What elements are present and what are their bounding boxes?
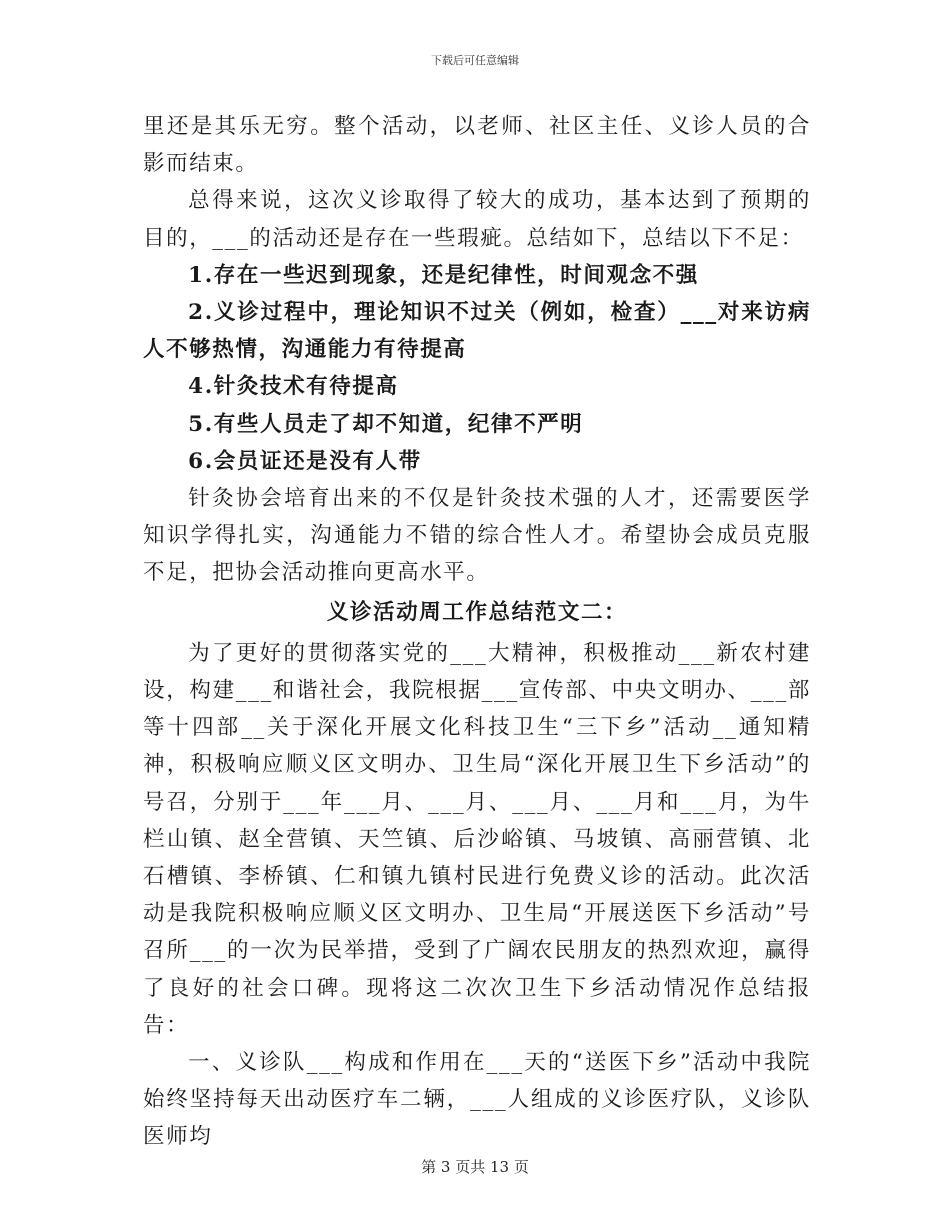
list-item: 2.义诊过程中，理论知识不过关（例如，检查）___对来访病人不够热情，沟通能力有待提高 [143,300,811,363]
paragraph: 一、义诊队___构成和作用在___天的“送医下乡”活动中我院始终坚持每天出动医疗车二辆，___人组成的义诊医疗队，义诊队医师均 [143,1050,811,1150]
paragraph: 针灸协会培育出来的不仅是针灸技术强的人才，还需要医学知识学得扎实，沟通能力不错的综合性人才。希望协会成员克服不足，把协会活动推向更高水平。 [143,486,811,586]
list-item: 6.会员证还是没有人带 [188,448,422,474]
paragraph: 总得来说，这次义诊取得了较大的成功，基本达到了预期的目的，___的活动还是存在一些瑕疵。总结如下，总结以下不足： [143,188,811,251]
list-item: 5.有些人员走了却不知道，纪律不严明 [188,411,584,437]
page-header: 下载后可任意编辑 [431,54,519,67]
page-footer: 第 3 页共 13 页 [421,1158,529,1176]
paragraph: 为了更好的贯彻落实党的___大精神，积极推动___新农村建设，构建___和谐社会，我院根据___宣传部、中央文明办、___部等十四部__关于深化开展文化科技卫生“三下乡”活动__通知精神，积极响应顺义区文明办、卫生局“深化开展卫生下乡活动”的号召，分别于___年___月、___月、___月、___月和___月，为牛栏山镇、赵全营镇、天竺镇、后沙峪镇、马坡镇、高丽营镇、北石槽镇、李桥镇、仁和镇九镇村民进行免费义诊的活动。此次活动是我院积极响应顺义区文明办、卫生局“开展送医下乡活动”号召所___的一次为民举措，受到了广阔农民朋友的热烈欢迎，赢得了良好的社会口碑。现将这二次次卫生下乡活动情况作总结报告： [143,640,811,1038]
section-title: 义诊活动周工作总结范文二： [326,599,628,625]
list-item: 4.针灸技术有待提高 [188,374,399,400]
paragraph: 里还是其乐无穷。整个活动，以老师、社区主任、义诊人员的合影而结束。 [143,114,811,177]
document-body [143,108,811,1156]
list-item: 1.存在一些迟到现象，还是纪律性，时间观念不强 [188,262,699,288]
